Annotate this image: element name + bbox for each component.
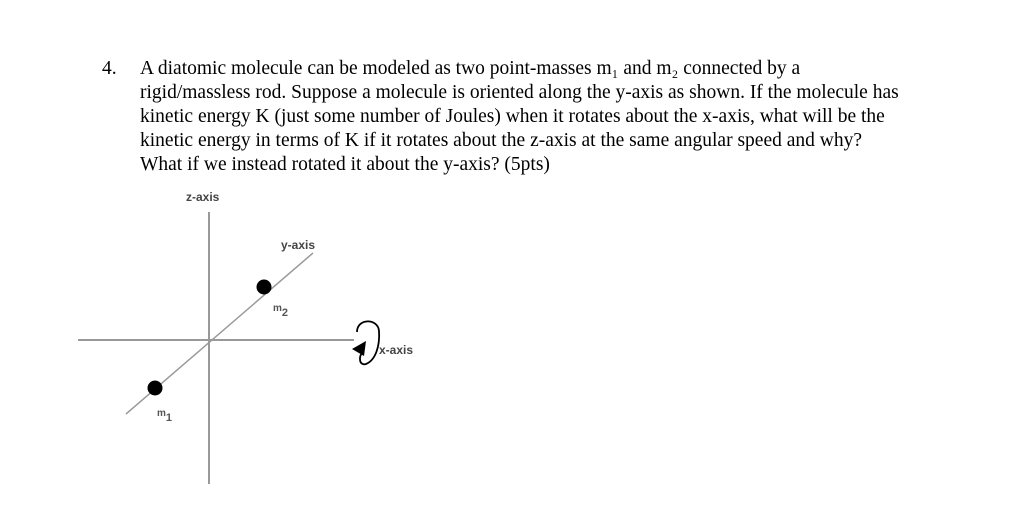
y-axis-label: y-axis (281, 238, 316, 252)
mass-m1-label (157, 408, 172, 424)
question-line: kinetic energy K (just some number of Joules) when it rotates about the x-axis, what will be the (140, 106, 885, 127)
mass-m2-dot (257, 280, 272, 295)
x-axis-label: x-axis (379, 343, 414, 357)
mass-m2-subscript: 2 (281, 307, 289, 319)
mass-m1-dot (148, 381, 163, 396)
rotation-arrow-icon (352, 321, 379, 364)
question-line: kinetic energy in terms of K if it rotates about the z-axis at the same angular speed and why? (140, 130, 862, 151)
z-axis-label: z-axis (186, 190, 220, 204)
mass-m1-letter: m (157, 408, 166, 419)
mass-m1-subscript: 1 (165, 412, 173, 424)
question-line: rigid/massless rod. Suppose a molecule is oriented along the y-axis as shown. If the molecule has (140, 82, 899, 103)
mass-m2-label (273, 303, 288, 319)
mass-m2-letter: m (273, 303, 282, 314)
question-number: 4. (102, 58, 117, 79)
question-line: A diatomic molecule can be modeled as two point-masses m₁ and m₂ connected by a (140, 58, 801, 79)
question-line: What if we instead rotated it about the y-axis? (5pts) (140, 154, 550, 175)
